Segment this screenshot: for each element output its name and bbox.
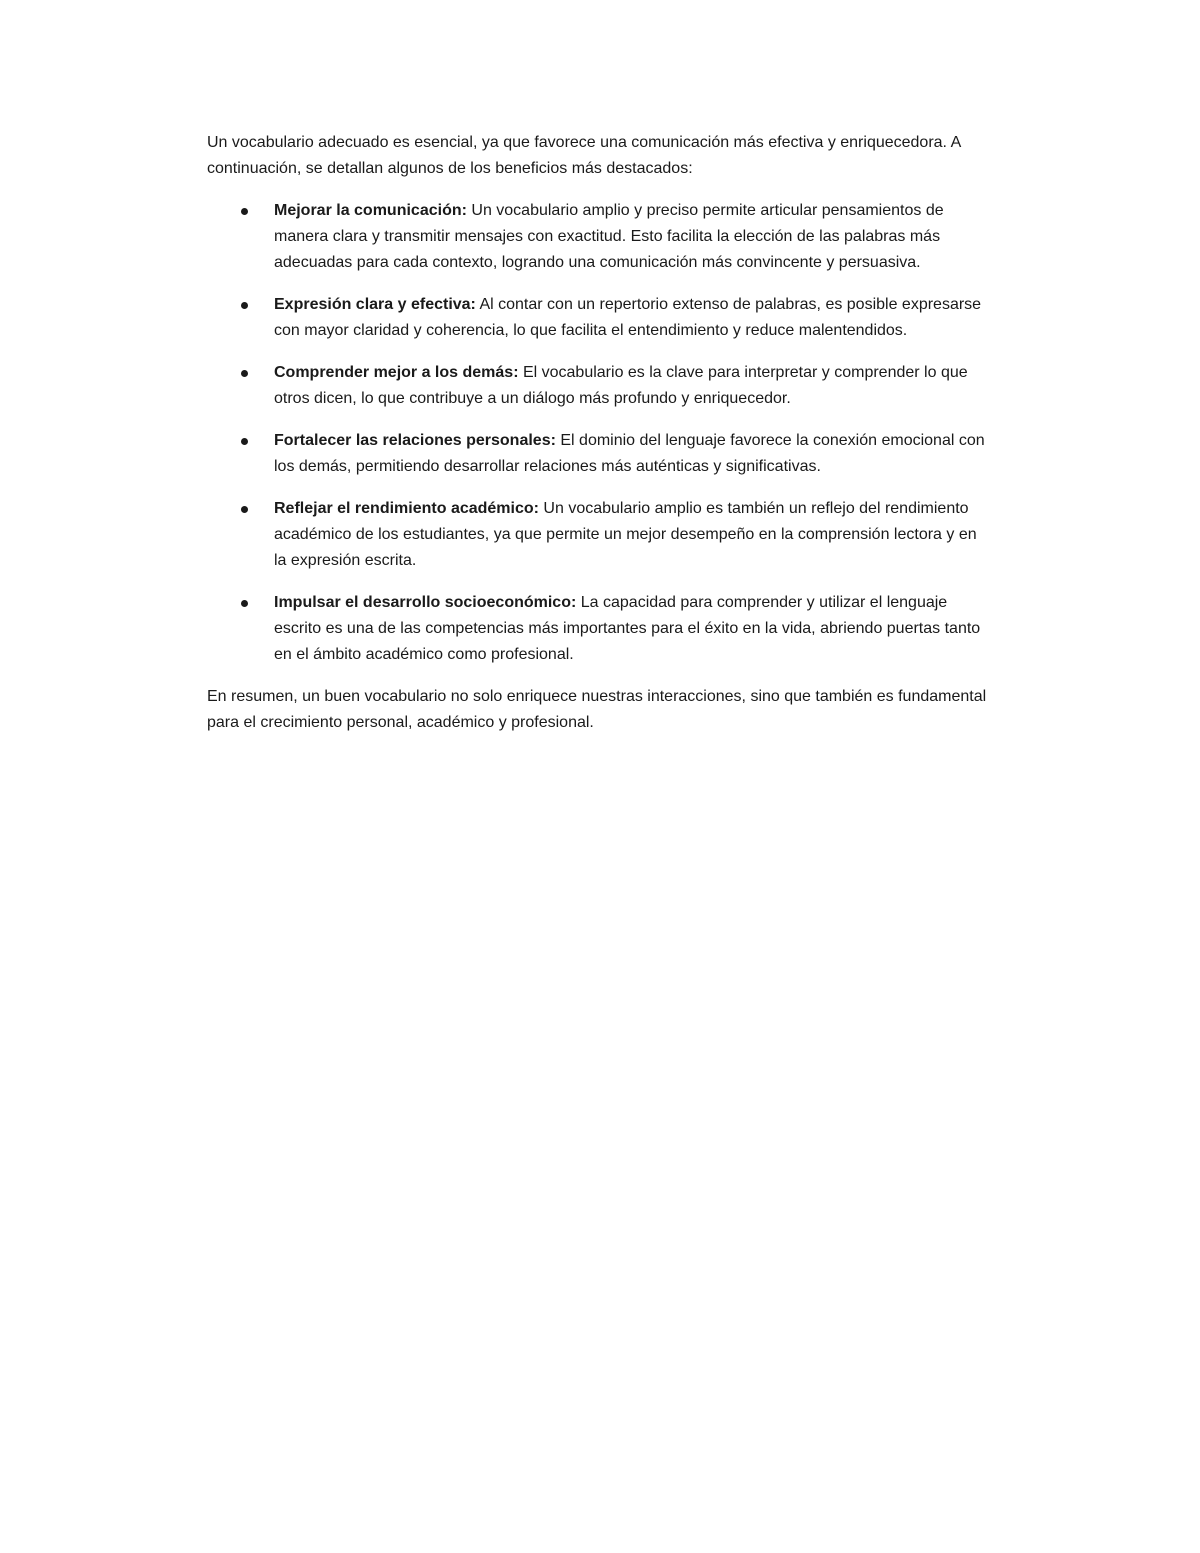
bullet-text: El dominio del lenguaje favorece la conexión emocional con los demás, permitiendo desarrollar relaciones más auténticas y significativas.	[274, 432, 985, 475]
bullet-term: Impulsar el desarrollo socioeconómico:	[274, 594, 577, 611]
bullet-text: Un vocabulario amplio y preciso permite articular pensamientos de manera clara y transmitir mensajes con exactitud. Esto facilita la elección de las palabras más adecuadas para cada contexto, logrando una comunicación más convincente y persuasiva.	[274, 202, 944, 271]
bullet-term: Mejorar la comunicación:	[274, 202, 467, 219]
bullet-icon	[241, 370, 248, 377]
bullet-term: Reflejar el rendimiento académico:	[274, 500, 539, 517]
bullet-icon	[241, 600, 248, 607]
bullet-icon	[241, 302, 248, 309]
bullet-text: El vocabulario es la clave para interpretar y comprender lo que otros dicen, lo que contribuye a un diálogo más profundo y enriquecedor.	[274, 364, 968, 407]
document-body	[207, 130, 992, 736]
list-item	[207, 360, 992, 412]
benefits-list	[207, 198, 992, 668]
bullet-icon	[241, 506, 248, 513]
bullet-term: Comprender mejor a los demás:	[274, 364, 519, 381]
bullet-term: Fortalecer las relaciones personales:	[274, 432, 556, 449]
bullet-icon	[241, 438, 248, 445]
bullet-text: Un vocabulario amplio es también un reflejo del rendimiento académico de los estudiantes, ya que permite un mejor desempeño en la comprensión lectora y en la expresión escrita.	[274, 500, 977, 569]
conclusion-paragraph: En resumen, un buen vocabulario no solo enriquece nuestras interacciones, sino que también es fundamental para el crecimiento personal, académico y profesional.	[207, 688, 987, 731]
bullet-term: Expresión clara y efectiva:	[274, 296, 476, 313]
list-item	[207, 590, 992, 668]
list-item	[207, 198, 992, 276]
intro-paragraph: Un vocabulario adecuado es esencial, ya que favorece una comunicación más efectiva y enriquecedora. A continuación, se detallan algunos de los beneficios más destacados:	[207, 134, 961, 177]
bullet-icon	[241, 208, 248, 215]
bullet-text: Al contar con un repertorio extenso de palabras, es posible expresarse con mayor claridad y coherencia, lo que facilita el entendimiento y reduce malentendidos.	[274, 296, 982, 339]
list-item	[207, 428, 992, 480]
list-item	[207, 292, 992, 344]
bullet-text: La capacidad para comprender y utilizar el lenguaje escrito es una de las competencias más importantes para el éxito en la vida, abriendo puertas tanto en el ámbito académico como profesional.	[274, 594, 981, 663]
list-item	[207, 496, 992, 574]
